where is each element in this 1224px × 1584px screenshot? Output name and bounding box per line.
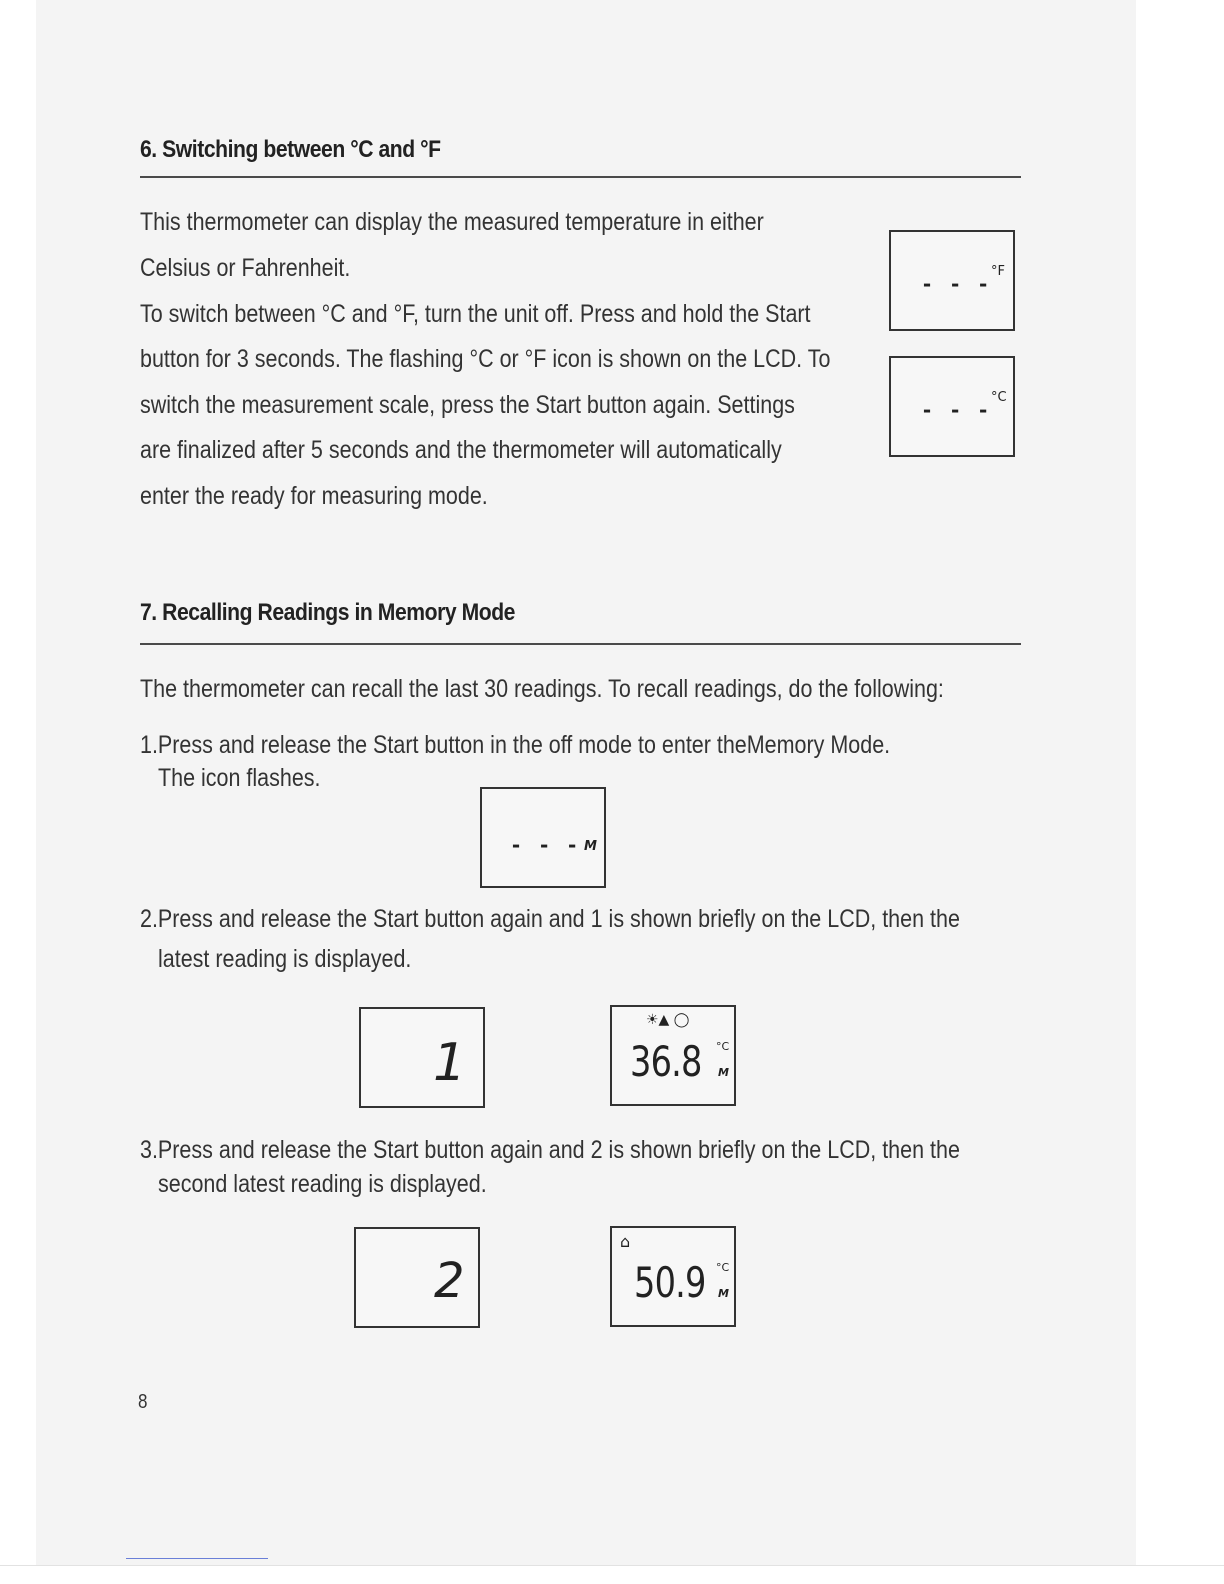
- status-icons: ☀▲ ◯: [646, 1012, 690, 1028]
- lcd-fahrenheit-display: [889, 230, 1015, 331]
- section6-line-2: Celsius or Fahrenheit.: [140, 254, 351, 282]
- step1-line-2: The icon flashes.: [158, 764, 321, 792]
- section7-heading: 7. Recalling Readings in Memory Mode: [140, 599, 515, 626]
- lcd-reading-2-display: [610, 1226, 736, 1327]
- step2-line-2: latest reading is displayed.: [158, 945, 412, 973]
- footer-link-underline: [126, 1558, 268, 1559]
- bottom-divider: [0, 1565, 1224, 1566]
- lcd-dashes: - - -: [510, 833, 581, 857]
- section6-rule: [140, 176, 1021, 178]
- step3-line-2: second latest reading is displayed.: [158, 1170, 487, 1198]
- section6-line-5: switch the measurement scale, press the Start button again. Settings: [140, 391, 795, 419]
- memory-icon: M: [584, 839, 597, 854]
- lcd-dashes: - - -: [921, 272, 992, 296]
- reading-value: 36.8: [630, 1037, 702, 1086]
- section6-line-6: are finalized after 5 seconds and the thermometer will automatically: [140, 436, 782, 464]
- step3-line-1: 3.Press and release the Start button again and 2 is shown briefly on the LCD, then the: [140, 1136, 960, 1164]
- celsius-icon: °C: [716, 1261, 730, 1274]
- section7-intro: The thermometer can recall the last 30 readings. To recall readings, do the following:: [140, 675, 944, 703]
- lcd-index-1-display: [359, 1007, 485, 1108]
- fahrenheit-icon: °F: [991, 264, 1005, 279]
- celsius-icon: °C: [716, 1040, 730, 1053]
- section6-line-1: This thermometer can display the measured temperature in either: [140, 208, 764, 236]
- section6-line-7: enter the ready for measuring mode.: [140, 482, 488, 510]
- section7-rule: [140, 643, 1021, 645]
- section6-line-3: To switch between °C and °F, turn the unit off. Press and hold the Start: [140, 300, 811, 328]
- section6-line-4: button for 3 seconds. The flashing °C or °F icon is shown on the LCD. To: [140, 345, 831, 373]
- lcd-index-digit: 1: [433, 1033, 467, 1093]
- lcd-index-2-display: [354, 1227, 480, 1328]
- step1-line-1: 1.Press and release the Start button in the off mode to enter theMemory Mode.: [140, 731, 891, 759]
- memory-icon: M: [718, 1066, 729, 1079]
- celsius-icon: °C: [991, 390, 1007, 405]
- lcd-memory-display: [480, 787, 606, 888]
- page-number: 8: [138, 1391, 148, 1413]
- lcd-celsius-display: [889, 356, 1015, 457]
- house-icon: ⌂: [620, 1232, 631, 1251]
- step2-line-1: 2.Press and release the Start button again and 1 is shown briefly on the LCD, then the: [140, 905, 960, 933]
- lcd-reading-1-display: [610, 1005, 736, 1106]
- memory-icon: M: [718, 1287, 729, 1300]
- lcd-dashes: - - -: [921, 398, 992, 422]
- reading-value: 50.9: [634, 1258, 706, 1307]
- section6-heading: 6. Switching between °C and °F: [140, 136, 441, 163]
- lcd-index-digit: 2: [434, 1253, 465, 1309]
